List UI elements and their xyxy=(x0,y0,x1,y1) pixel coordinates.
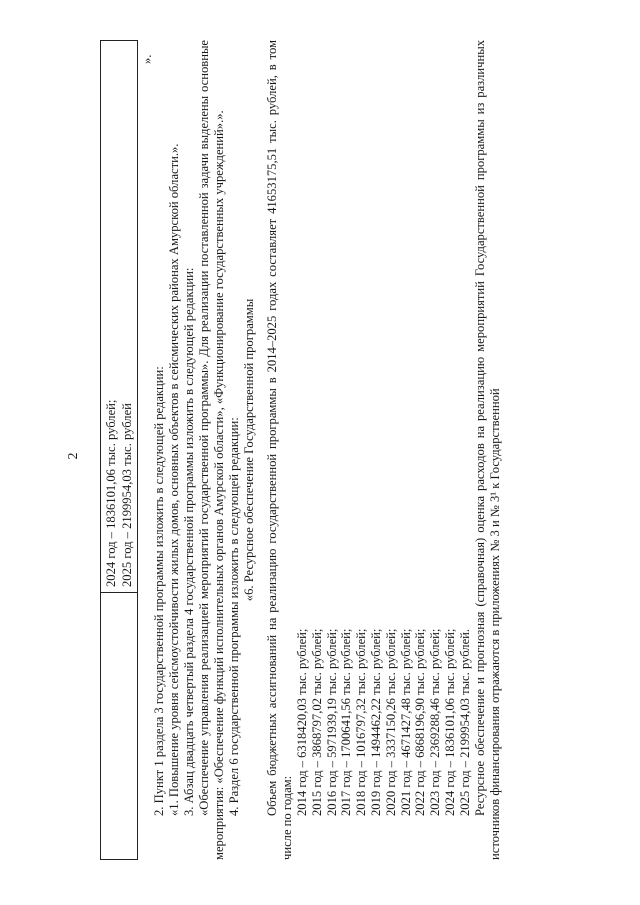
funding-table xyxy=(100,40,138,860)
paragraph: Объем бюджетных ассигнований на реализацию государственной программы в 2014–2025 годах составляет 41653175,51 тыс. рублей, в том числе по годам: xyxy=(265,40,294,860)
paragraph: 3. Абзац двадцать четвертый раздела 4 государственной программы изложить в следующей редакции: xyxy=(182,267,196,816)
year-item: 2020 год – 3337150,26 тыс. рублей; xyxy=(383,628,398,816)
section-heading: «6. Ресурсное обеспечение Государственной программы xyxy=(242,298,256,602)
document-page xyxy=(100,40,620,860)
paragraph: «1. Повышение уровня сейсмоустойчивости жилых домов, основных объектов в сейсмических районах Амурской области.». xyxy=(167,143,181,816)
year-item: 2017 год – 1700641,56 тыс. рублей; xyxy=(339,628,354,816)
paragraph: 2. Пункт 1 раздела 3 государственной программы изложить в следующей редакции: xyxy=(152,366,166,816)
year-item: 2015 год – 3868797,02 тыс. рублей; xyxy=(309,628,324,816)
paragraph: «Обеспечение управления реализацией мероприятий государственной программы». Для реализации поставленной задачи выделены основные мероприятия: «Обеспечение функций исполнительных органов Амурской области», «Функционирование государственных учреждений».». xyxy=(197,40,226,860)
table-closing-quote: ». xyxy=(140,54,154,64)
table-row: 2025 год – 2199954,03 тыс. рублей xyxy=(120,403,134,587)
paragraph: Ресурсное обеспечение и прогнозная (справочная) оценка расходов на реализацию мероприятий Государственной программы из различных источников финансирования отражаются в приложениях № 3 и № 3¹ к Государственной xyxy=(472,40,502,860)
year-list xyxy=(295,40,473,860)
year-item: 2025 год – 2199954,03 тыс. рублей. xyxy=(457,628,472,816)
year-item: 2021 год – 4671427,48 тыс. рублей; xyxy=(398,628,413,816)
page-number: 2 xyxy=(66,452,81,460)
table-cell xyxy=(103,400,135,587)
year-item: 2016 год – 5971939,19 тыс. рублей; xyxy=(324,628,339,816)
year-item: 2018 год – 1016797,32 тыс. рублей; xyxy=(354,628,369,816)
year-item: 2024 год – 1836101,06 тыс. рублей; xyxy=(442,628,457,816)
year-item: 2023 год – 2369288,46 тыс. рублей; xyxy=(428,628,443,816)
table-row: 2024 год – 1836101,06 тыс. рублей; xyxy=(104,399,118,587)
year-item: 2014 год – 6318420,03 тыс. рублей; xyxy=(295,628,309,816)
table-divider xyxy=(101,592,137,593)
paragraph: 4. Раздел 6 государственной программы изложить в следующей редакции: xyxy=(227,417,241,816)
document-body xyxy=(152,40,503,860)
year-item: 2022 год – 6868196,90 тыс. рублей; xyxy=(413,628,428,816)
year-item: 2019 год – 1494462,22 тыс. рублей; xyxy=(368,628,383,816)
